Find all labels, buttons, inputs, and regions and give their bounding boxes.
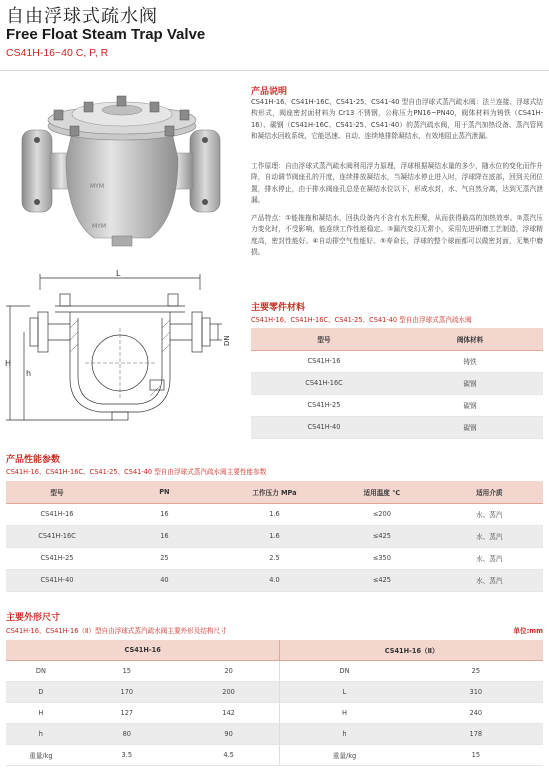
dimensions-cell: 80 xyxy=(76,723,178,744)
table-row xyxy=(6,744,543,765)
description-paragraph-1: CS41H-16、CS41H-16C、CS41-25、CS41-40 型自由浮球式蒸汽疏水阀：法兰连接、浮球式结构形式，阀座密封面材料为 Cr13 不锈钢，公称压力PN16~PN40，阀体材料为铸铁（CS41H-16）、碳钢（CS41H-16C、CS41-25、CS41-40）的蒸汽疏水阀，用于蒸汽加热设备、蒸汽管网和凝结水回收系统，它能迅速、自动、连续地排除凝结水，有效地阻止蒸汽泄漏。 xyxy=(251,98,543,140)
dimensions-cell: L xyxy=(280,681,409,702)
dimensions-cell: 170 xyxy=(76,681,178,702)
dimensions-cell: 178 xyxy=(409,723,543,744)
materials-subtitle: CS41H-16、CS41H-16C、CS41-25、CS41-40 型自由浮球式蒸汽疏水阀 xyxy=(251,316,472,324)
table-row xyxy=(6,525,543,547)
performance-cell: 1.6 xyxy=(221,503,328,525)
materials-cell: CS41H-40 xyxy=(251,416,397,438)
performance-cell: 2.5 xyxy=(221,547,328,569)
performance-table xyxy=(6,481,543,592)
performance-cell: ≤425 xyxy=(328,569,435,591)
materials-table xyxy=(251,328,543,439)
table-row xyxy=(251,372,543,394)
dimensions-cell: 重量/kg xyxy=(6,744,76,765)
performance-cell: ≤425 xyxy=(328,525,435,547)
description-paragraph-2: 工作原理：自由浮球式蒸汽疏水阀利用浮力原理，浮球根据凝结水量的多少，随水位的变化而作升降，自动调节阀座孔的开度，连续排放凝结水，当凝结水停止进入时，浮球降在底部，回到关闭位置，排水停止，由于排水阀座孔总是在凝结水位以下，形成水封，水、气自然分离，达到无蒸汽泄漏。 xyxy=(251,162,543,204)
dimensions-cell: 142 xyxy=(178,702,280,723)
svg-text:MYM: MYM xyxy=(92,223,107,230)
materials-cell: 铸铁 xyxy=(397,350,543,372)
table-row xyxy=(251,350,543,372)
performance-cell: 水、蒸汽 xyxy=(436,525,543,547)
valve-photo xyxy=(0,78,240,258)
table-row xyxy=(6,547,543,569)
materials-header-model: 型号 xyxy=(251,328,397,350)
dimensions-cell: 90 xyxy=(178,723,280,744)
dimensions-header-right: CS41H-16（Ⅱ） xyxy=(280,640,543,660)
description-title: 产品说明 xyxy=(251,87,288,97)
dimensions-cell: H xyxy=(6,702,76,723)
dimensions-cell: 240 xyxy=(409,702,543,723)
table-row xyxy=(6,723,543,744)
model-range: CS41H-16~40 C, P, R xyxy=(6,47,109,59)
performance-cell: 16 xyxy=(108,525,221,547)
dim-label-L: L xyxy=(116,269,121,278)
dimensions-cell: 200 xyxy=(178,681,280,702)
dimensions-cell: 15 xyxy=(409,744,543,765)
dimensions-title: 主要外形尺寸 xyxy=(6,613,61,623)
performance-cell: 1.6 xyxy=(221,525,328,547)
performance-cell: ≤350 xyxy=(328,547,435,569)
performance-cell: CS41H-25 xyxy=(6,547,108,569)
dimensions-cell: 25 xyxy=(409,660,543,681)
performance-header: PN xyxy=(108,481,221,503)
dimensions-cell: DN xyxy=(280,660,409,681)
dimensions-cell: 3.5 xyxy=(76,744,178,765)
materials-cell: CS41H-25 xyxy=(251,394,397,416)
materials-cell: 碳钢 xyxy=(397,416,543,438)
performance-cell: 16 xyxy=(108,503,221,525)
materials-cell: CS41H-16 xyxy=(251,350,397,372)
dimensions-cell: H xyxy=(280,702,409,723)
dim-label-h: h xyxy=(26,369,32,378)
table-row xyxy=(6,660,543,681)
performance-cell: 25 xyxy=(108,547,221,569)
materials-header-body: 阀体材料 xyxy=(397,328,543,350)
dimensions-cell: h xyxy=(280,723,409,744)
dimensions-cell: 310 xyxy=(409,681,543,702)
performance-cell: ≤200 xyxy=(328,503,435,525)
description-paragraph-3: 产品特点：①能拖拖和凝结水，回执设备内不含有水先积聚，从而获得最高的加热效率。②蒸汽压力变化时，不受影响，能连续工作性能稳定。③漏汽变幻无常小，采用先进研磨工艺制造，浮球精度高，密封性能好。④自动排空气性能好。⑤寿命长，浮球的整个球面都可以做密封面，无集中磨损。 xyxy=(251,214,543,256)
performance-title: 产品性能参数 xyxy=(6,455,61,465)
materials-cell: 碳钢 xyxy=(397,394,543,416)
performance-cell: CS41H-16 xyxy=(6,503,108,525)
dimensions-cell: D xyxy=(6,681,76,702)
materials-cell: CS41H-16C xyxy=(251,372,397,394)
table-row xyxy=(6,681,543,702)
materials-title: 主要零件材料 xyxy=(251,303,306,313)
table-row xyxy=(6,702,543,723)
dimensions-cell: 15 xyxy=(76,660,178,681)
dimensions-table xyxy=(6,640,543,766)
dimensions-cell: 重量/kg xyxy=(280,744,409,765)
performance-cell: CS41H-16C xyxy=(6,525,108,547)
performance-cell: 水、蒸汽 xyxy=(436,503,543,525)
svg-text:MYM: MYM xyxy=(90,183,105,190)
table-row xyxy=(251,394,543,416)
performance-header: 型号 xyxy=(6,481,108,503)
table-row xyxy=(6,569,543,591)
page-title-cn: 自由浮球式疏水阀 xyxy=(6,6,158,27)
dimensions-cell: h xyxy=(6,723,76,744)
performance-cell: CS41H-40 xyxy=(6,569,108,591)
dimensions-header-left: CS41H-16 xyxy=(6,640,280,660)
dimensions-cell: 20 xyxy=(178,660,280,681)
dimensions-cell: 127 xyxy=(76,702,178,723)
performance-cell: 40 xyxy=(108,569,221,591)
performance-header: 工作压力 MPa xyxy=(221,481,328,503)
performance-cell: 4.0 xyxy=(221,569,328,591)
dimensions-unit: 单位:mm xyxy=(513,627,543,635)
table-row xyxy=(6,503,543,525)
dimensions-cell: 4.5 xyxy=(178,744,280,765)
performance-subtitle: CS41H-16、CS41H-16C、CS41-25、CS41-40 型自由浮球式蒸汽疏水阀主要性能参数 xyxy=(6,468,267,476)
performance-header: 适用介质 xyxy=(436,481,543,503)
materials-cell: 碳钢 xyxy=(397,372,543,394)
performance-cell: 水、蒸汽 xyxy=(436,547,543,569)
table-row xyxy=(251,416,543,438)
dim-label-H: H xyxy=(5,359,12,368)
dim-label-DN: DN xyxy=(223,335,231,346)
header-divider xyxy=(0,70,549,71)
dimensions-subtitle: CS41H-16、CS41H-16（Ⅱ）型自由浮球式蒸汽疏水阀主要外形及结构尺寸 xyxy=(6,627,227,635)
dimensions-cell: DN xyxy=(6,660,76,681)
performance-header: 适用温度 ℃ xyxy=(328,481,435,503)
page-title-en: Free Float Steam Trap Valve xyxy=(6,26,206,43)
dimension-drawing xyxy=(0,268,240,438)
performance-cell: 水、蒸汽 xyxy=(436,569,543,591)
